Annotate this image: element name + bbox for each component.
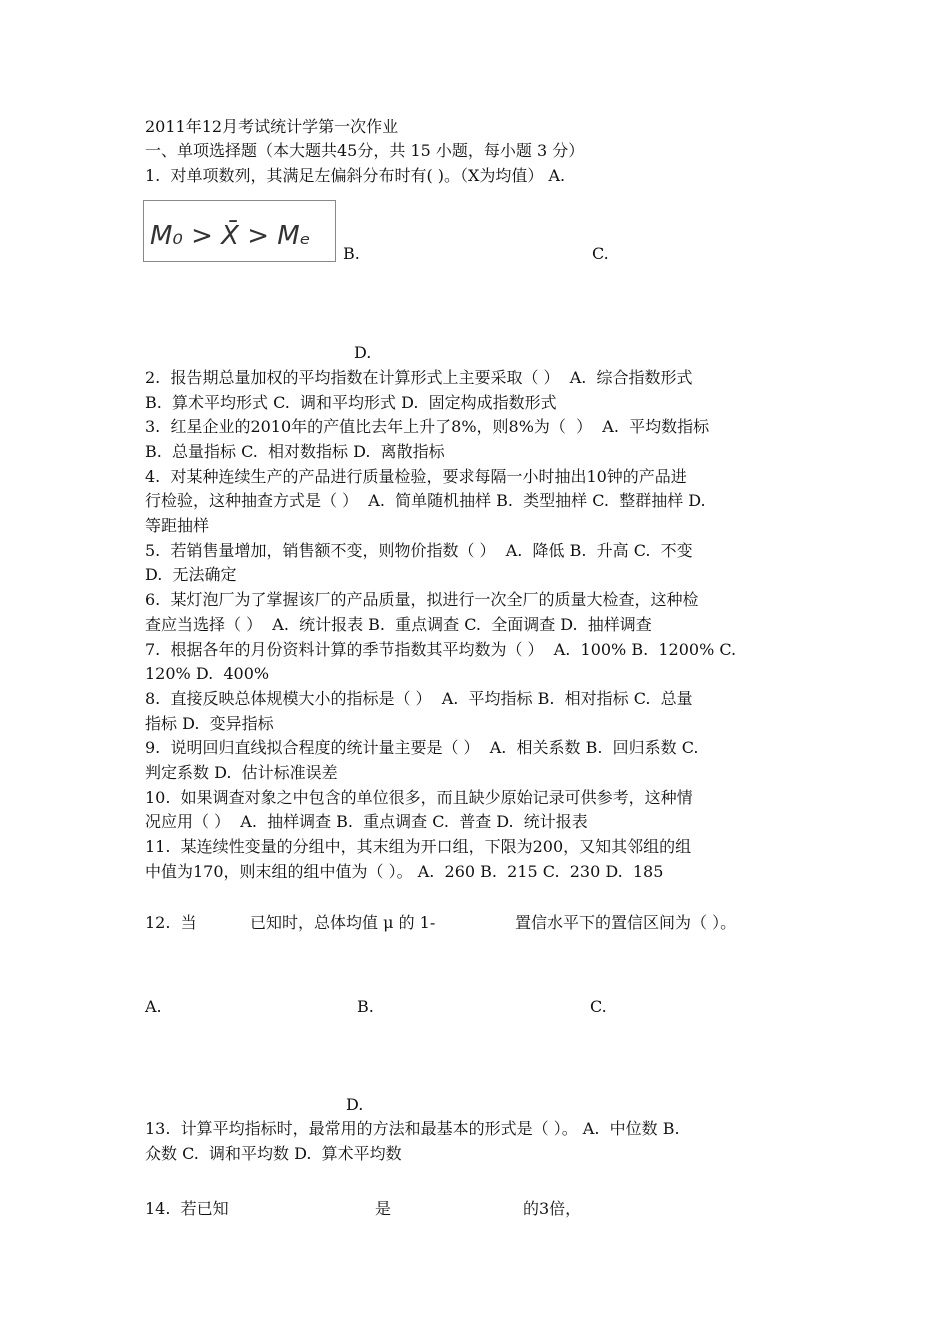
q1-text: 1. 对单项数列，其满足左偏斜分布时有( )。（X为均值） A. <box>145 166 566 185</box>
q12-option-c: C. <box>590 997 607 1016</box>
text-line: 指标 D. 变异指标 <box>145 714 274 733</box>
text-line: B. 算术平均形式 C. 调和平均形式 D. 固定构成指数形式 <box>145 393 557 412</box>
q12-text-part3: 置信水平下的置信区间为（ ）。 <box>515 913 737 932</box>
text-line: 等距抽样 <box>145 516 210 535</box>
q12-option-b: B. <box>357 997 374 1016</box>
q12-option-d: D. <box>346 1095 364 1114</box>
text-line: 11. 某连续性变量的分组中，其末组为开口组，下限为200，又知其邻组的组 <box>145 837 692 856</box>
q12-text-part2: 已知时，总体均值 μ 的 1- <box>250 913 436 932</box>
q12-option-a: A. <box>145 997 162 1016</box>
text-line: 5. 若销售量增加，销售额不变，则物价指数（ ） A. 降低 B. 升高 C. 不变 <box>145 541 693 560</box>
text-line: B. 总量指标 C. 相对数指标 D. 离散指标 <box>145 442 445 461</box>
text-line: 6. 某灯泡厂为了掌握该厂的产品质量，拟进行一次全厂的质量大检查，这种检 <box>145 590 699 609</box>
text-line: 中值为170，则末组的组中值为（ ）。 A. 260 B. 215 C. 230 D. 185 <box>145 862 664 881</box>
text-line: 120% D. 400% <box>145 664 270 683</box>
q13-line: 13. 计算平均指标时，最常用的方法和最基本的形式是（ ）。 A. 中位数 B. <box>145 1119 680 1138</box>
text-line: 查应当选择（ ） A. 统计报表 B. 重点调查 C. 全面调查 D. 抽样调查 <box>145 615 652 634</box>
q13-line: 众数 C. 调和平均数 D. 算术平均数 <box>145 1144 402 1163</box>
q14-text-part3: 的3倍， <box>523 1199 582 1218</box>
section-heading: 一、单项选择题（本大题共45分，共 15 小题，每小题 3 分） <box>145 141 585 160</box>
text-line: D. 无法确定 <box>145 565 237 584</box>
q1-option-c: C. <box>592 244 609 263</box>
text-line: 3. 红星企业的2010年的产值比去年上升了8%，则8%为（ ） A. 平均数指标 <box>145 417 710 436</box>
text-line: 9. 说明回归直线拟合程度的统计量主要是（ ） A. 相关系数 B. 回归系数 C. <box>145 738 699 757</box>
text-line: 10. 如果调查对象之中包含的单位很多，而且缺少原始记录可供参考，这种情 <box>145 788 693 807</box>
text-line: 况应用（ ） A. 抽样调查 B. 重点调查 C. 普查 D. 统计报表 <box>145 812 588 831</box>
q1-formula-image <box>143 200 336 262</box>
q1-formula-svg <box>144 201 335 261</box>
q1-formula-text: M₀ > X̄ > Mₑ <box>150 221 311 251</box>
text-line: 7. 根据各年的月份资料计算的季节指数其平均数为（ ） A. 100% B. 1200% C. <box>145 640 737 659</box>
text-line: 行检验，这种抽查方式是（ ） A. 简单随机抽样 B. 类型抽样 C. 整群抽样 D. <box>145 491 706 510</box>
q1-option-d: D. <box>354 343 372 362</box>
text-line: 判定系数 D. 估计标准误差 <box>145 763 338 782</box>
q14-text-part2: 是 <box>375 1199 392 1218</box>
text-line: 4. 对某种连续生产的产品进行质量检验，要求每隔一小时抽出10钟的产品进 <box>145 467 687 486</box>
q1-option-b: B. <box>343 244 360 263</box>
q12-text-part1: 12. 当 <box>145 913 197 932</box>
text-line: 2. 报告期总量加权的平均指数在计算形式上主要采取（ ） A. 综合指数形式 <box>145 368 693 387</box>
q14-text-part1: 14. 若已知 <box>145 1199 229 1218</box>
text-line: 8. 直接反映总体规模大小的指标是（ ） A. 平均指标 B. 相对指标 C. 总量 <box>145 689 693 708</box>
doc-title: 2011年12月考试统计学第一次作业 <box>145 117 399 136</box>
